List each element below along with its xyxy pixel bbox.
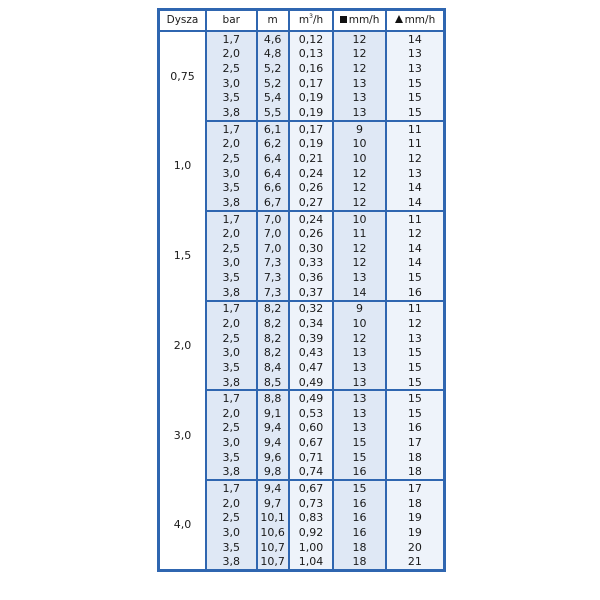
flow-cell: 0,12 bbox=[289, 31, 333, 47]
radius-cell: 10,1 bbox=[257, 511, 289, 526]
flow-cell: 0,16 bbox=[289, 61, 333, 76]
pressure-cell: 3,8 bbox=[206, 285, 257, 301]
radius-cell: 5,2 bbox=[257, 61, 289, 76]
nozzle-performance-table bbox=[157, 8, 446, 572]
triangle-rate-cell: 18 bbox=[386, 496, 445, 511]
square-rate-cell: 16 bbox=[333, 465, 386, 481]
square-rate-cell: 12 bbox=[333, 166, 386, 181]
table-row bbox=[159, 31, 445, 47]
pressure-cell: 3,5 bbox=[206, 450, 257, 465]
nozzle-cell: 2,0 bbox=[159, 301, 206, 391]
radius-cell: 8,2 bbox=[257, 301, 289, 317]
nozzle-cell: 1,0 bbox=[159, 121, 206, 211]
square-rate-cell: 15 bbox=[333, 480, 386, 496]
triangle-rate-cell: 11 bbox=[386, 136, 445, 151]
header-pressure: bar bbox=[206, 10, 257, 32]
radius-cell: 8,2 bbox=[257, 316, 289, 331]
triangle-rate-cell: 13 bbox=[386, 47, 445, 62]
header-square-rate bbox=[333, 10, 386, 32]
triangle-rate-cell: 13 bbox=[386, 166, 445, 181]
triangle-rate-cell: 15 bbox=[386, 375, 445, 391]
pressure-cell: 2,0 bbox=[206, 226, 257, 241]
radius-cell: 7,0 bbox=[257, 226, 289, 241]
pressure-cell: 2,0 bbox=[206, 406, 257, 421]
pressure-cell: 3,0 bbox=[206, 256, 257, 271]
radius-cell: 9,6 bbox=[257, 450, 289, 465]
flow-cell: 0,71 bbox=[289, 450, 333, 465]
flow-cell: 0,92 bbox=[289, 525, 333, 540]
square-rate-cell: 13 bbox=[333, 421, 386, 436]
radius-cell: 9,8 bbox=[257, 465, 289, 481]
triangle-rate-cell: 14 bbox=[386, 241, 445, 256]
flow-cell: 0,24 bbox=[289, 211, 333, 227]
square-rate-cell: 12 bbox=[333, 195, 386, 211]
square-rate-cell: 9 bbox=[333, 301, 386, 317]
square-rate-cell: 10 bbox=[333, 316, 386, 331]
pressure-cell: 1,7 bbox=[206, 390, 257, 406]
triangle-rate-cell: 17 bbox=[386, 480, 445, 496]
triangle-rate-cell: 15 bbox=[386, 91, 445, 106]
square-rate-cell: 12 bbox=[333, 31, 386, 47]
radius-cell: 4,8 bbox=[257, 47, 289, 62]
pressure-cell: 1,7 bbox=[206, 301, 257, 317]
triangle-rate-cell: 16 bbox=[386, 421, 445, 436]
pressure-cell: 3,5 bbox=[206, 270, 257, 285]
pressure-cell: 2,0 bbox=[206, 47, 257, 62]
header-radius: m bbox=[257, 10, 289, 32]
square-rate-cell: 12 bbox=[333, 331, 386, 346]
radius-cell: 8,8 bbox=[257, 390, 289, 406]
radius-cell: 7,3 bbox=[257, 285, 289, 301]
flow-cell: 0,36 bbox=[289, 270, 333, 285]
pressure-cell: 2,5 bbox=[206, 421, 257, 436]
square-rate-cell: 18 bbox=[333, 540, 386, 555]
nozzle-cell: 0,75 bbox=[159, 31, 206, 121]
radius-cell: 9,7 bbox=[257, 496, 289, 511]
square-rate-cell: 13 bbox=[333, 345, 386, 360]
pressure-cell: 3,0 bbox=[206, 345, 257, 360]
triangle-rate-cell: 13 bbox=[386, 61, 445, 76]
flow-cell: 0,33 bbox=[289, 256, 333, 271]
table-row bbox=[159, 390, 445, 406]
radius-cell: 6,1 bbox=[257, 121, 289, 137]
radius-cell: 9,4 bbox=[257, 435, 289, 450]
flow-cell: 1,00 bbox=[289, 540, 333, 555]
flow-cell: 0,34 bbox=[289, 316, 333, 331]
pressure-cell: 1,7 bbox=[206, 121, 257, 137]
triangle-rate-cell: 12 bbox=[386, 151, 445, 166]
triangle-rate-cell: 15 bbox=[386, 390, 445, 406]
square-rate-cell: 12 bbox=[333, 241, 386, 256]
header-row bbox=[159, 10, 445, 32]
triangle-rate-cell: 18 bbox=[386, 450, 445, 465]
flow-cell: 0,74 bbox=[289, 465, 333, 481]
header-flow-tail: /h bbox=[312, 14, 324, 27]
flow-cell: 0,60 bbox=[289, 421, 333, 436]
radius-cell: 10,7 bbox=[257, 554, 289, 570]
flow-cell: 0,27 bbox=[289, 195, 333, 211]
square-rate-cell: 13 bbox=[333, 406, 386, 421]
pressure-cell: 3,0 bbox=[206, 76, 257, 91]
flow-cell: 0,53 bbox=[289, 406, 333, 421]
flow-cell: 0,30 bbox=[289, 241, 333, 256]
square-rate-cell: 10 bbox=[333, 151, 386, 166]
flow-cell: 0,73 bbox=[289, 496, 333, 511]
triangle-rate-cell: 14 bbox=[386, 256, 445, 271]
radius-cell: 7,3 bbox=[257, 256, 289, 271]
flow-cell: 0,32 bbox=[289, 301, 333, 317]
flow-cell: 0,21 bbox=[289, 151, 333, 166]
radius-cell: 10,6 bbox=[257, 525, 289, 540]
triangle-rate-cell: 14 bbox=[386, 31, 445, 47]
flow-cell: 0,83 bbox=[289, 511, 333, 526]
triangle-rate-cell: 19 bbox=[386, 525, 445, 540]
triangle-rate-cell: 15 bbox=[386, 270, 445, 285]
triangle-rate-cell: 11 bbox=[386, 121, 445, 137]
square-rate-cell: 13 bbox=[333, 105, 386, 121]
triangle-rate-cell: 19 bbox=[386, 511, 445, 526]
square-rate-cell: 13 bbox=[333, 76, 386, 91]
pressure-cell: 3,0 bbox=[206, 525, 257, 540]
triangle-rate-cell: 13 bbox=[386, 331, 445, 346]
nozzle-cell: 3,0 bbox=[159, 390, 206, 480]
triangle-spacing-icon bbox=[395, 15, 403, 23]
radius-cell: 5,5 bbox=[257, 105, 289, 121]
triangle-rate-cell: 11 bbox=[386, 301, 445, 317]
header-flow bbox=[289, 10, 333, 32]
radius-cell: 9,4 bbox=[257, 480, 289, 496]
square-rate-cell: 10 bbox=[333, 136, 386, 151]
table-row bbox=[159, 301, 445, 317]
triangle-rate-cell: 15 bbox=[386, 360, 445, 375]
triangle-rate-cell: 15 bbox=[386, 105, 445, 121]
header-nozzle: Dysza bbox=[159, 10, 206, 32]
triangle-rate-cell: 15 bbox=[386, 76, 445, 91]
pressure-cell: 2,0 bbox=[206, 136, 257, 151]
table-row bbox=[159, 121, 445, 137]
square-rate-cell: 12 bbox=[333, 180, 386, 195]
pressure-cell: 3,0 bbox=[206, 435, 257, 450]
pressure-cell: 1,7 bbox=[206, 211, 257, 227]
square-rate-cell: 13 bbox=[333, 375, 386, 391]
flow-cell: 0,26 bbox=[289, 180, 333, 195]
flow-cell: 0,67 bbox=[289, 480, 333, 496]
square-rate-cell: 13 bbox=[333, 360, 386, 375]
radius-cell: 8,2 bbox=[257, 345, 289, 360]
triangle-rate-cell: 18 bbox=[386, 465, 445, 481]
flow-cell: 0,39 bbox=[289, 331, 333, 346]
flow-cell: 1,04 bbox=[289, 554, 333, 570]
header-square-rate-label: mm/h bbox=[348, 14, 380, 27]
flow-cell: 0,49 bbox=[289, 390, 333, 406]
pressure-cell: 2,5 bbox=[206, 511, 257, 526]
flow-cell: 0,19 bbox=[289, 91, 333, 106]
header-triangle-rate-label: mm/h bbox=[404, 14, 436, 27]
flow-cell: 0,49 bbox=[289, 375, 333, 391]
square-rate-cell: 12 bbox=[333, 256, 386, 271]
square-rate-cell: 15 bbox=[333, 450, 386, 465]
triangle-rate-cell: 11 bbox=[386, 211, 445, 227]
flow-cell: 0,43 bbox=[289, 345, 333, 360]
header-flow-sup: 3 bbox=[309, 13, 313, 21]
pressure-cell: 1,7 bbox=[206, 480, 257, 496]
pressure-cell: 2,0 bbox=[206, 316, 257, 331]
square-rate-cell: 12 bbox=[333, 47, 386, 62]
square-rate-cell: 13 bbox=[333, 390, 386, 406]
flow-cell: 0,19 bbox=[289, 105, 333, 121]
flow-cell: 0,37 bbox=[289, 285, 333, 301]
flow-cell: 0,26 bbox=[289, 226, 333, 241]
pressure-cell: 2,0 bbox=[206, 496, 257, 511]
radius-cell: 6,4 bbox=[257, 166, 289, 181]
radius-cell: 7,3 bbox=[257, 270, 289, 285]
nozzle-performance-table-container bbox=[157, 8, 446, 572]
radius-cell: 7,0 bbox=[257, 211, 289, 227]
pressure-cell: 3,5 bbox=[206, 360, 257, 375]
pressure-cell: 3,8 bbox=[206, 195, 257, 211]
flow-cell: 0,17 bbox=[289, 76, 333, 91]
radius-cell: 8,5 bbox=[257, 375, 289, 391]
table-row bbox=[159, 480, 445, 496]
radius-cell: 9,1 bbox=[257, 406, 289, 421]
flow-cell: 0,19 bbox=[289, 136, 333, 151]
header-flow-unit: m bbox=[298, 14, 310, 27]
pressure-cell: 3,0 bbox=[206, 166, 257, 181]
triangle-rate-cell: 20 bbox=[386, 540, 445, 555]
pressure-cell: 2,5 bbox=[206, 241, 257, 256]
pressure-cell: 2,5 bbox=[206, 151, 257, 166]
radius-cell: 6,6 bbox=[257, 180, 289, 195]
pressure-cell: 3,8 bbox=[206, 375, 257, 391]
radius-cell: 7,0 bbox=[257, 241, 289, 256]
pressure-cell: 2,5 bbox=[206, 331, 257, 346]
square-rate-cell: 12 bbox=[333, 61, 386, 76]
triangle-rate-cell: 21 bbox=[386, 554, 445, 570]
table-row bbox=[159, 211, 445, 227]
flow-cell: 0,13 bbox=[289, 47, 333, 62]
header-triangle-rate bbox=[386, 10, 445, 32]
radius-cell: 8,4 bbox=[257, 360, 289, 375]
triangle-rate-cell: 12 bbox=[386, 316, 445, 331]
triangle-rate-cell: 14 bbox=[386, 180, 445, 195]
triangle-rate-cell: 15 bbox=[386, 406, 445, 421]
nozzle-cell: 4,0 bbox=[159, 480, 206, 570]
square-spacing-icon bbox=[340, 16, 347, 23]
square-rate-cell: 9 bbox=[333, 121, 386, 137]
square-rate-cell: 14 bbox=[333, 285, 386, 301]
square-rate-cell: 16 bbox=[333, 496, 386, 511]
pressure-cell: 3,5 bbox=[206, 91, 257, 106]
square-rate-cell: 10 bbox=[333, 211, 386, 227]
nozzle-cell: 1,5 bbox=[159, 211, 206, 301]
square-rate-cell: 13 bbox=[333, 270, 386, 285]
radius-cell: 9,4 bbox=[257, 421, 289, 436]
pressure-cell: 3,8 bbox=[206, 105, 257, 121]
square-rate-cell: 13 bbox=[333, 91, 386, 106]
flow-cell: 0,24 bbox=[289, 166, 333, 181]
flow-cell: 0,67 bbox=[289, 435, 333, 450]
flow-cell: 0,47 bbox=[289, 360, 333, 375]
table-body bbox=[159, 31, 445, 571]
radius-cell: 6,4 bbox=[257, 151, 289, 166]
pressure-cell: 3,5 bbox=[206, 540, 257, 555]
radius-cell: 6,2 bbox=[257, 136, 289, 151]
radius-cell: 4,6 bbox=[257, 31, 289, 47]
triangle-rate-cell: 14 bbox=[386, 195, 445, 211]
square-rate-cell: 18 bbox=[333, 554, 386, 570]
radius-cell: 8,2 bbox=[257, 331, 289, 346]
pressure-cell: 2,5 bbox=[206, 61, 257, 76]
pressure-cell: 1,7 bbox=[206, 31, 257, 47]
triangle-rate-cell: 16 bbox=[386, 285, 445, 301]
square-rate-cell: 16 bbox=[333, 511, 386, 526]
triangle-rate-cell: 12 bbox=[386, 226, 445, 241]
triangle-rate-cell: 15 bbox=[386, 345, 445, 360]
square-rate-cell: 11 bbox=[333, 226, 386, 241]
pressure-cell: 3,5 bbox=[206, 180, 257, 195]
radius-cell: 5,4 bbox=[257, 91, 289, 106]
pressure-cell: 3,8 bbox=[206, 465, 257, 481]
square-rate-cell: 16 bbox=[333, 525, 386, 540]
radius-cell: 6,7 bbox=[257, 195, 289, 211]
pressure-cell: 3,8 bbox=[206, 554, 257, 570]
square-rate-cell: 15 bbox=[333, 435, 386, 450]
radius-cell: 5,2 bbox=[257, 76, 289, 91]
radius-cell: 10,7 bbox=[257, 540, 289, 555]
triangle-rate-cell: 17 bbox=[386, 435, 445, 450]
flow-cell: 0,17 bbox=[289, 121, 333, 137]
